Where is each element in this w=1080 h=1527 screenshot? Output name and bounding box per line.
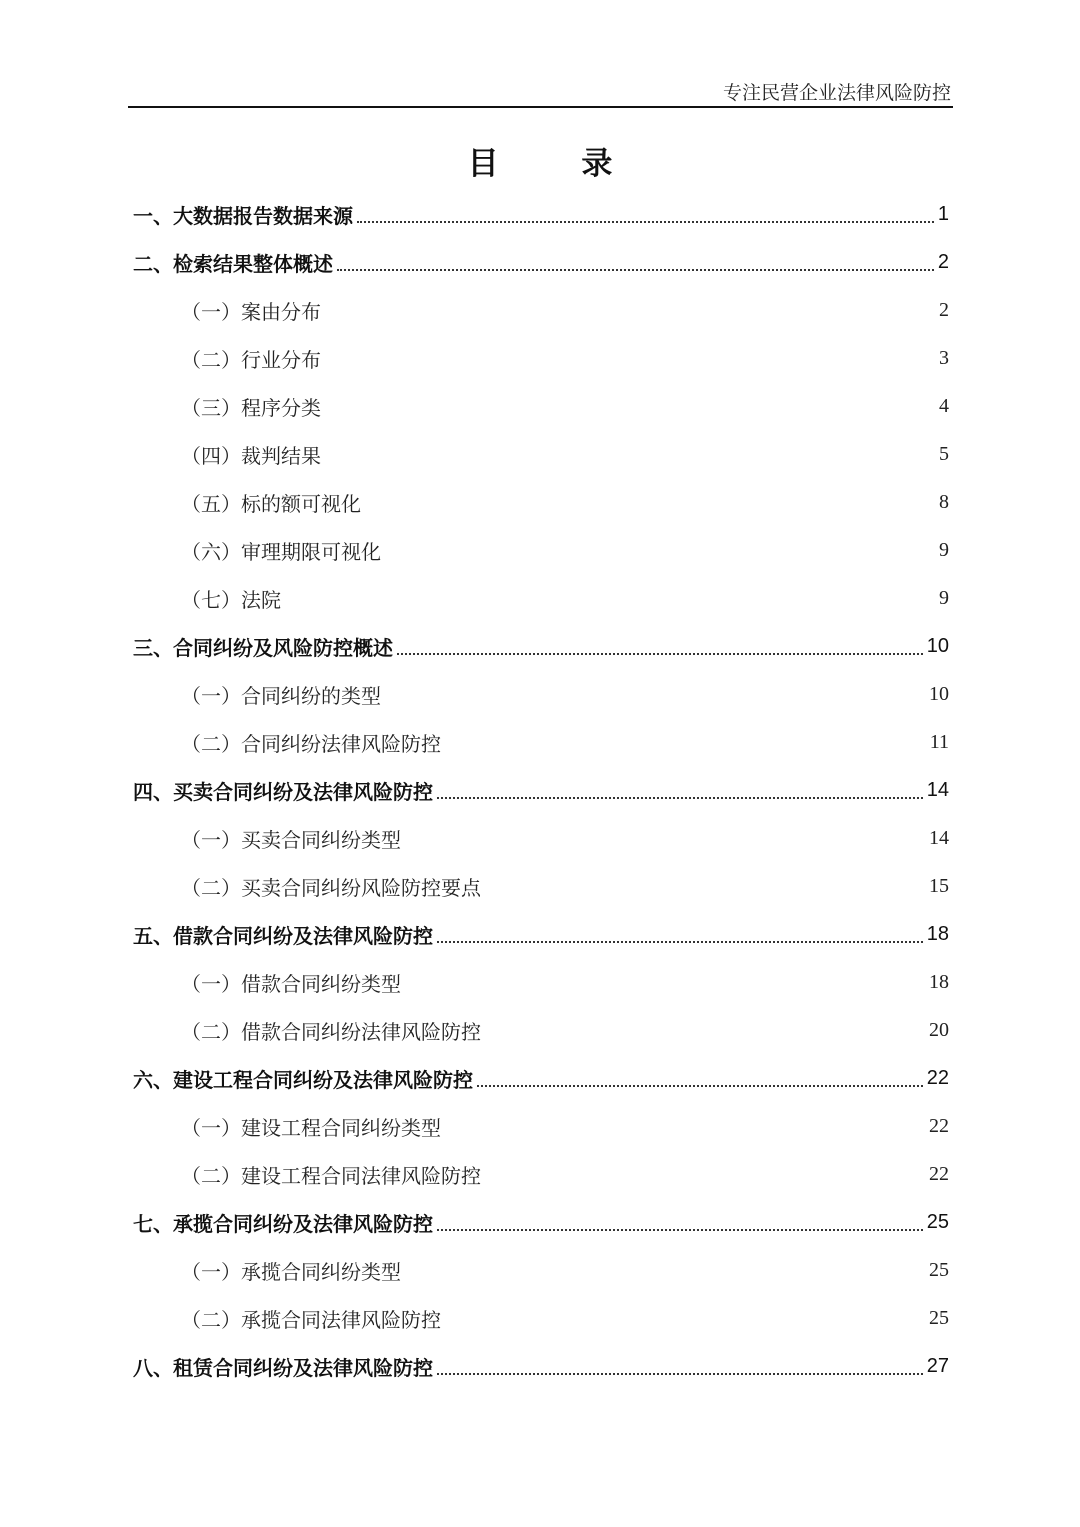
- toc-page-number: 1: [937, 202, 949, 225]
- toc-page-number: 25: [929, 1306, 949, 1329]
- toc-entry-label: 五、借款合同纠纷及法律风险防控: [133, 923, 433, 948]
- toc-chapter-entry[interactable]: [133, 1054, 949, 1102]
- toc-dot-leader: [357, 221, 934, 223]
- toc-entry-label: 七、承揽合同纠纷及法律风险防控: [133, 1211, 433, 1236]
- toc-entry-label: （一）借款合同纠纷类型: [181, 971, 401, 996]
- toc-entry-label: （一）承揽合同纠纷类型: [181, 1259, 401, 1284]
- toc-section-entry[interactable]: [133, 1150, 949, 1198]
- toc-page-number: 3: [939, 346, 949, 369]
- toc-page-number: 11: [929, 730, 949, 753]
- toc-entry-label: 六、建设工程合同纠纷及法律风险防控: [133, 1067, 473, 1092]
- toc-entry-label: （二）合同纠纷法律风险防控: [181, 731, 441, 756]
- toc-entry-label: （二）行业分布: [181, 347, 321, 372]
- toc-page-number: 9: [939, 538, 949, 561]
- toc-title: 目 录: [467, 146, 649, 182]
- toc-dot-leader: [337, 269, 934, 271]
- toc-chapter-entry[interactable]: [133, 622, 949, 670]
- toc-section-entry[interactable]: [133, 478, 949, 526]
- toc-page-number: 10: [926, 634, 949, 657]
- toc-section-entry[interactable]: [133, 286, 949, 334]
- toc-page-number: 22: [926, 1066, 949, 1089]
- toc-section-entry[interactable]: [133, 1006, 949, 1054]
- toc-entry-label: （二）承揽合同法律风险防控: [181, 1307, 441, 1332]
- toc-entry-label: （一）案由分布: [181, 299, 321, 324]
- toc-entry-label: （三）程序分类: [181, 395, 321, 420]
- toc-dot-leader: [477, 1085, 923, 1087]
- toc-section-entry[interactable]: [133, 526, 949, 574]
- toc-section-entry[interactable]: [133, 1246, 949, 1294]
- toc-entry-label: （一）合同纠纷的类型: [181, 683, 381, 708]
- toc-dot-leader: [437, 1373, 923, 1375]
- toc-page-number: 14: [926, 778, 949, 801]
- toc-entry-label: （二）建设工程合同法律风险防控: [181, 1163, 481, 1188]
- toc-chapter-entry[interactable]: [133, 1342, 949, 1390]
- header-text: 专注民营企业法律风险防控: [722, 82, 951, 104]
- toc-chapter-entry[interactable]: [133, 910, 949, 958]
- toc-chapter-entry[interactable]: [133, 238, 949, 286]
- toc-section-entry[interactable]: [133, 958, 949, 1006]
- toc-page-number: 14: [929, 826, 949, 849]
- toc-entry-label: （五）标的额可视化: [181, 491, 361, 516]
- toc-entry-label: 一、大数据报告数据来源: [133, 203, 353, 228]
- toc-page-number: 20: [929, 1018, 949, 1041]
- toc-dot-leader: [437, 941, 923, 943]
- toc-section-entry[interactable]: [133, 574, 949, 622]
- toc-entry-label: 八、租赁合同纠纷及法律风险防控: [133, 1355, 433, 1380]
- toc-page-number: 2: [937, 250, 949, 273]
- toc-dot-leader: [437, 1229, 923, 1231]
- toc-entry-label: （六）审理期限可视化: [181, 539, 381, 564]
- toc-page-number: 18: [926, 922, 949, 945]
- toc-page-number: 8: [939, 490, 949, 513]
- toc-page-number: 25: [929, 1258, 949, 1281]
- toc-page-number: 2: [939, 298, 949, 321]
- toc-page-number: 10: [929, 682, 949, 705]
- toc-entry-label: 二、检索结果整体概述: [133, 251, 333, 276]
- toc-page-number: 22: [929, 1162, 949, 1185]
- toc-page-number: 22: [929, 1114, 949, 1137]
- toc-page-number: 5: [939, 442, 949, 465]
- toc-entry-label: 四、买卖合同纠纷及法律风险防控: [133, 779, 433, 804]
- table-of-contents: [133, 190, 949, 1390]
- toc-entry-label: （二）买卖合同纠纷风险防控要点: [181, 875, 481, 900]
- toc-entry-label: （四）裁判结果: [181, 443, 321, 468]
- toc-entry-label: 三、合同纠纷及风险防控概述: [133, 635, 393, 660]
- toc-section-entry[interactable]: [133, 862, 949, 910]
- toc-chapter-entry[interactable]: [133, 766, 949, 814]
- toc-entry-label: （七）法院: [181, 587, 281, 612]
- toc-dot-leader: [437, 797, 923, 799]
- toc-page-number: 18: [929, 970, 949, 993]
- toc-entry-label: （二）借款合同纠纷法律风险防控: [181, 1019, 481, 1044]
- page-header: [128, 76, 953, 108]
- toc-section-entry[interactable]: [133, 334, 949, 382]
- toc-page-number: 25: [926, 1210, 949, 1233]
- toc-page-number: 9: [939, 586, 949, 609]
- toc-entry-label: （一）买卖合同纠纷类型: [181, 827, 401, 852]
- toc-page-number: 27: [926, 1354, 949, 1377]
- toc-page-number: 15: [929, 874, 949, 897]
- toc-section-entry[interactable]: [133, 670, 949, 718]
- toc-chapter-entry[interactable]: [133, 190, 949, 238]
- toc-chapter-entry[interactable]: [133, 1198, 949, 1246]
- toc-section-entry[interactable]: [133, 382, 949, 430]
- toc-section-entry[interactable]: [133, 430, 949, 478]
- toc-section-entry[interactable]: [133, 1102, 949, 1150]
- toc-section-entry[interactable]: [133, 814, 949, 862]
- toc-entry-label: （一）建设工程合同纠纷类型: [181, 1115, 441, 1140]
- toc-dot-leader: [397, 653, 923, 655]
- toc-page-number: 4: [939, 394, 949, 417]
- toc-section-entry[interactable]: [133, 718, 949, 766]
- toc-section-entry[interactable]: [133, 1294, 949, 1342]
